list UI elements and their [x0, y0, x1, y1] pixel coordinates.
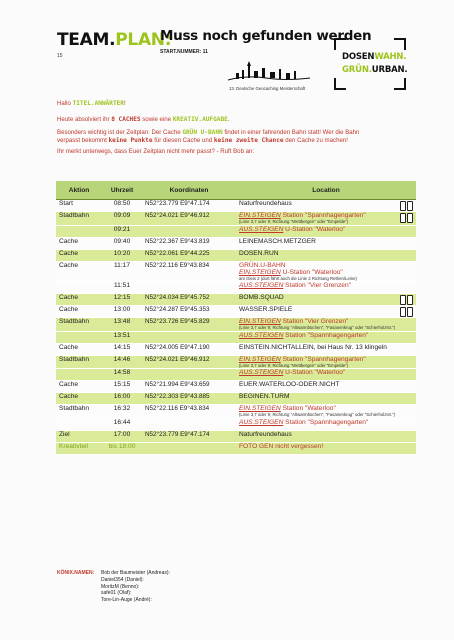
cell-action	[56, 331, 102, 343]
intro-line-4: Ihr merkt unterwegs, dass Euer Zeitplan nicht mehr passt? - Ruft Bob an:	[57, 148, 255, 155]
cell-action: Cache	[56, 343, 102, 355]
station-action: EIN.STEIGEN	[239, 405, 281, 412]
cell-location	[236, 306, 416, 318]
cell-coordinates: N52°22.367 E9°43.819	[142, 237, 236, 249]
cell-time: 12:15	[102, 294, 142, 306]
page-number: 15	[57, 53, 63, 59]
cell-time: 17:00	[102, 430, 142, 442]
table-row	[56, 393, 416, 405]
cell-location	[236, 212, 416, 226]
col-aktion: Aktion	[56, 181, 102, 200]
table-row	[56, 212, 416, 226]
line-hint: (Linie 3,7 oder 9; Richtung "Wettbergen" oder "Empelde")	[239, 219, 349, 224]
tram-icon	[400, 213, 413, 223]
table-row	[56, 355, 416, 369]
table-row	[56, 343, 416, 355]
cell-time: 11:17	[102, 261, 142, 282]
cell-action	[56, 369, 102, 381]
cell-coordinates: N52°24.034 E9°45.752	[142, 294, 236, 306]
table-row	[56, 282, 416, 294]
tram-icon	[400, 201, 413, 211]
cell-time: 13:48	[102, 318, 142, 332]
cell-location	[236, 200, 416, 212]
cell-location	[236, 405, 416, 419]
station-action: EIN.STEIGEN	[239, 212, 281, 219]
col-koordinaten: Koordinaten	[142, 181, 236, 200]
cell-coordinates	[142, 225, 236, 237]
station-action: AUS.STEIGEN	[239, 418, 284, 426]
cell-action	[56, 282, 102, 294]
location-name: LEINEMASCH.METZGER	[239, 237, 316, 245]
tram-icon	[400, 295, 413, 305]
cell-coordinates: N52°22.303 E9°43.885	[142, 393, 236, 405]
table-row	[56, 294, 416, 306]
cell-location	[236, 225, 416, 237]
footer-names	[101, 570, 170, 604]
cell-location	[236, 430, 416, 442]
cell-time: 14:58	[102, 369, 142, 381]
line-hint: (Linie 3,7 oder 9; Richtung "Altwarmbüchen", "Fasanenkrug" oder "Schierholzstr.")	[239, 412, 396, 417]
cell-coordinates: N52°22.116 E9°43.834	[142, 405, 236, 419]
station-name: U-Station "Waterloo"	[283, 369, 346, 376]
table-row	[56, 261, 416, 282]
cell-coordinates: N52°23.779 E9°47.174	[142, 430, 236, 442]
cell-time: 10:20	[102, 249, 142, 261]
greeting: Hallo TITEL.ANWÄRTER!	[57, 100, 126, 107]
table-row	[56, 369, 416, 381]
cell-action: Start	[56, 200, 102, 212]
table-row	[56, 442, 416, 454]
station-name: Station "Vier Grenzen"	[280, 318, 349, 325]
station-action: AUS.STEIGEN	[239, 225, 284, 233]
table-row	[56, 200, 416, 212]
cell-coordinates: N52°22.061 E9°44.225	[142, 249, 236, 261]
table-header-row	[56, 181, 416, 200]
cell-time: bis 18:00	[102, 442, 142, 454]
cell-coordinates	[142, 442, 236, 454]
dosenwahn-logo: DOSENWAHN. GRÜN.URBAN.	[334, 38, 406, 90]
location-name: DOSEN.RUN	[239, 249, 279, 257]
cell-time: 14:15	[102, 343, 142, 355]
location-name: EINSTEIN.NICHTALLEIN, bei Haus Nr. 13 klingeln	[239, 343, 387, 351]
cell-action: Cache	[56, 306, 102, 318]
cell-time: 09:21	[102, 225, 142, 237]
cell-coordinates	[142, 331, 236, 343]
skyline-caption: 13. Deutsche Geocaching Meisterschaft	[229, 86, 306, 91]
intro-line-1: Heute absolviert ihr 8 CACHES sowie eine KREATIV.AUFGABE.	[57, 116, 230, 123]
footer-name: Tore-Lin-Auge (André):	[101, 597, 152, 604]
cell-action: Ziel	[56, 430, 102, 442]
footer-name: Bob der Baumeister (Andreas):	[101, 570, 170, 576]
city-skyline-icon	[226, 60, 312, 86]
location-name: GRÜN.U-BAHN	[239, 261, 286, 269]
intro-line-2: Besonders wichtig ist der Zeitplan: Der Cache GRÜN U-BAHN findet in einer fahrenden Bahn statt! Wer die Bahn	[57, 129, 360, 136]
location-name: WASSER.SPIELE	[239, 306, 293, 313]
cell-time: 08:50	[102, 200, 142, 212]
cell-coordinates: N52°21.994 E9°43.659	[142, 381, 236, 393]
intro-line-3: verpasst bekommt keine Punkte für diesen Cache und keine zweite Chance den Cache zu machen!	[57, 137, 348, 144]
cell-action: Cache	[56, 237, 102, 249]
station-action: EIN.STEIGEN	[239, 355, 281, 363]
cell-action	[56, 418, 102, 430]
footer-name: MoritzM (Benno):	[101, 583, 140, 590]
cell-location	[236, 294, 416, 306]
cell-location	[236, 237, 416, 249]
footer-name: safe01 (Olaf):	[101, 590, 132, 597]
table-row	[56, 381, 416, 393]
station-name: Station "Spannhagengarten"	[280, 212, 366, 219]
cell-time: 13:51	[102, 331, 142, 343]
line-hint: (Linie 3,7 oder 9; Richtung "Wettbergen" oder "Empelde")	[239, 362, 349, 368]
cell-time: 15:15	[102, 381, 142, 393]
table-row	[56, 249, 416, 261]
station-name: U-Station "Waterloo"	[283, 225, 346, 233]
table-row	[56, 225, 416, 237]
cell-time: 16:32	[102, 405, 142, 419]
table-row	[56, 318, 416, 332]
station-action: EIN.STEIGEN	[239, 318, 281, 325]
cell-action: Cache	[56, 249, 102, 261]
cell-action: Stadtbahn	[56, 405, 102, 419]
schedule-table	[56, 181, 416, 455]
cell-location	[236, 355, 416, 369]
cell-coordinates: N52°24.287 E9°45.353	[142, 306, 236, 318]
cell-time: 13:00	[102, 306, 142, 318]
location-name: BEGINEN.TURM	[239, 393, 290, 400]
cell-location	[236, 393, 416, 405]
cell-time: 14:46	[102, 355, 142, 369]
page-headline: Muss noch gefunden werden	[160, 28, 372, 44]
station-name: Station "Waterloo"	[280, 405, 336, 412]
cell-coordinates: N52°24.005 E9°47.190	[142, 343, 236, 355]
cell-location	[236, 442, 416, 454]
cell-action: Cache	[56, 381, 102, 393]
table-row	[56, 237, 416, 249]
location-name: BOMB.SQUAD	[239, 294, 284, 301]
footer-name: Daniel354 (Daniel):	[101, 576, 144, 583]
cell-coordinates: N52°22.116 E9°43.834	[142, 261, 236, 282]
cell-time: 09:09	[102, 212, 142, 226]
cell-coordinates	[142, 282, 236, 294]
cell-location	[236, 331, 416, 343]
cell-coordinates	[142, 418, 236, 430]
cell-time: 11:51	[102, 282, 142, 294]
cell-coordinates: N52°23.726 E9°45.829	[142, 318, 236, 332]
table-row	[56, 331, 416, 343]
cell-location	[236, 261, 416, 282]
cell-action: Stadtbahn	[56, 355, 102, 369]
cell-location	[236, 249, 416, 261]
cell-location	[236, 381, 416, 393]
station-name: U-Station "Waterloo"	[280, 268, 343, 276]
cell-time: 09:40	[102, 237, 142, 249]
tram-icon	[400, 307, 413, 317]
table-row	[56, 418, 416, 430]
intro-text	[57, 100, 407, 156]
station-action: AUS.STEIGEN	[239, 331, 284, 339]
station-action: AUS.STEIGEN	[239, 369, 284, 376]
cell-time: 16:00	[102, 393, 142, 405]
cell-coordinates: N52°24.021 E9°46.912	[142, 212, 236, 226]
cell-time: 16:44	[102, 418, 142, 430]
cell-location	[236, 282, 416, 294]
location-name: EUER.WATERLOO-ODER.NICHT	[239, 381, 340, 388]
footer-label: KÖNIX.NAMEN:	[57, 570, 95, 576]
cell-location	[236, 343, 416, 355]
cell-location	[236, 369, 416, 381]
station-name: Station "Spannhagengarten"	[283, 418, 369, 426]
cell-action: Cache	[56, 261, 102, 282]
start-number: START.NUMMER: 11	[160, 49, 208, 55]
table-row	[56, 306, 416, 318]
cell-location	[236, 318, 416, 332]
cell-action: Stadtbahn	[56, 318, 102, 332]
col-location: Location	[236, 181, 416, 200]
cell-location	[236, 418, 416, 430]
cell-coordinates: N52°24.021 E9°46.912	[142, 355, 236, 369]
cell-action: Kreativteil	[56, 442, 102, 454]
line-hint: (Linie 3,7 oder 9; Richtung "Altwarmbüchen", "Fasanenkrug" oder "Schierholzstr.")	[239, 325, 396, 330]
location-name: Naturfreundehaus	[239, 200, 292, 207]
cell-coordinates	[142, 369, 236, 381]
cell-coordinates: N52°23.779 E9°47.174	[142, 200, 236, 212]
line-hint: am Gleis 2 (dort fährt auch die Linie 2 Richtung Rethen/Leine)	[239, 275, 357, 281]
col-uhrzeit: Uhrzeit	[102, 181, 142, 200]
team-plan-title: TEAM.PLAN:	[57, 30, 172, 50]
table-row	[56, 405, 416, 419]
cell-action: Cache	[56, 393, 102, 405]
station-action: AUS.STEIGEN	[239, 282, 284, 289]
location-name: Naturfreundehaus	[239, 430, 292, 438]
cell-action	[56, 225, 102, 237]
station-action: EIN.STEIGEN	[239, 268, 281, 276]
table-row	[56, 430, 416, 442]
station-name: Station "Vier Grenzen"	[283, 282, 351, 289]
location-name: FOTO GEN nicht vergessen!	[239, 442, 324, 450]
station-name: Station "Spannhagengarten"	[280, 355, 366, 363]
station-name: Station "Spannhagengarten"	[283, 331, 369, 339]
cell-action: Cache	[56, 294, 102, 306]
cell-action: Stadtbahn	[56, 212, 102, 226]
